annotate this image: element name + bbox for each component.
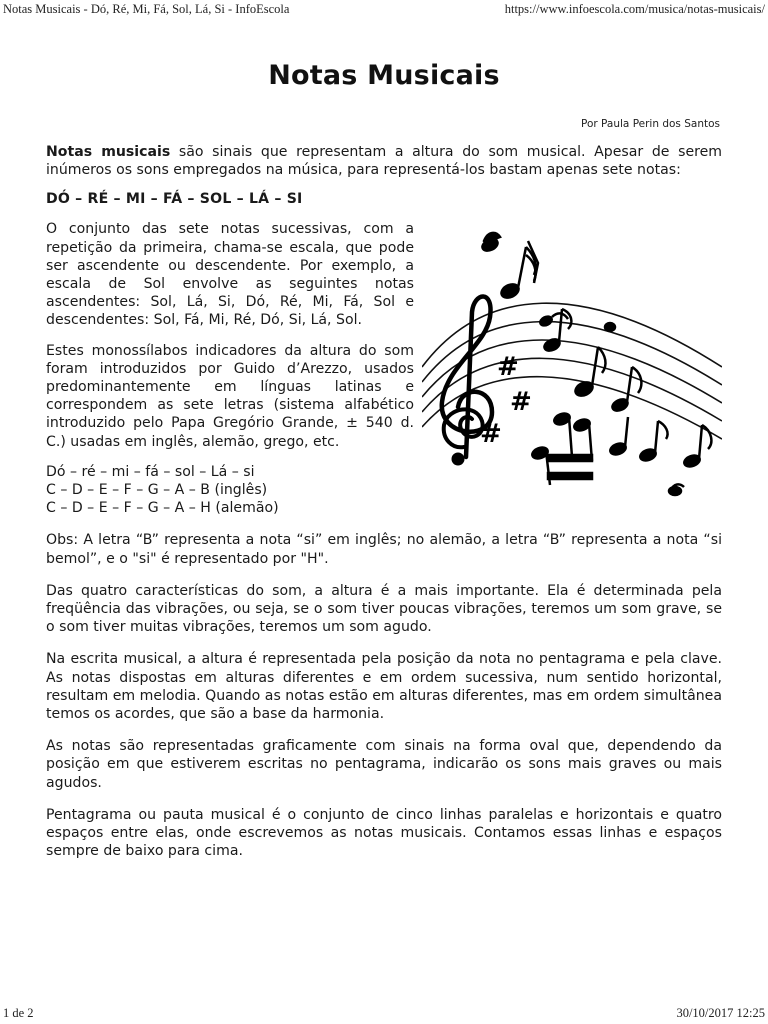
notes-line: DÓ – RÉ – MI – FÁ – SOL – LÁ – SI: [46, 191, 303, 208]
page-number: 1 de 2: [3, 1006, 34, 1020]
byline: Por Paula Perin dos Santos: [581, 118, 720, 130]
syllables-latin: Dó – ré – mi – fá – sol – Lá – si: [46, 463, 255, 480]
oval-paragraph: As notas são representadas graficamente com sinais na forma oval que, dependendo da posição em que estiverem escritas no pentagrama, indicarão os sons mais graves ou mais agudos.: [46, 738, 722, 791]
article: [46, 56, 722, 861]
intro-text: são sinais que representam a altura do som musical. Apesar de serem inúmeros os sons empregados na música, para representá-los bastam apenas sete notas:: [46, 144, 723, 179]
staff-paragraph: Pentagrama ou pauta musical é o conjunto de cinco linhas paralelas e horizontais e quatro espaços entre elas, onde escrevemos as notas musicais. Contamos essas linhas e espaços sempre de baixo para cima.: [46, 806, 722, 860]
print-header-title: Notas Musicais - Dó, Ré, Mi, Fá, Sol, Lá, Si - InfoEscola: [3, 2, 290, 16]
svg-text:#: #: [497, 352, 519, 383]
writing-paragraph: Na escrita musical, a altura é representada pela posição da nota no pentagrama e pela clave. As notas dispostas em alturas diferentes e em ordem sucessiva, num sentido horizontal, resultam em melodia. Quando as notas estão em alturas diferentes, mas em ordem simultânea temos os acordes, que são a base da harmonia.: [46, 651, 722, 723]
print-header-url: https://www.infoescola.com/musica/notas-musicais/: [504, 2, 765, 16]
pitch-paragraph: Das quatro características do som, a altura é a mais importante. Ela é determinada pela freqüência das vibrações, ou seja, se o som tiver poucas vibrações, teremos um som grave, se o som tiver muitas vibrações, teremos um som agudo.: [46, 582, 722, 636]
music-notes-illustration: [422, 217, 722, 502]
intro-paragraph: [46, 143, 722, 179]
print-header: [0, 0, 768, 18]
print-footer: [0, 1006, 768, 1024]
svg-text:#: #: [510, 387, 532, 418]
origin-paragraph: Estes monossílabos indicadores da altura do som foram introduzidos por Guido d’Arezzo, usados predominantemente em línguas latinas e correspondem as sete letras (sistema alfabético introduzido pelo Papa Gregório Grande, ± 540 d. C.) usadas em inglês, alemão, grego, etc.: [46, 342, 414, 450]
page-title: Notas Musicais: [268, 60, 500, 91]
scale-section: [46, 220, 722, 450]
syllables-english: C – D – E – F – G – A – B (inglês): [46, 482, 268, 499]
intro-term: Notas musicais: [46, 144, 171, 160]
svg-text:#: #: [480, 419, 502, 450]
obs-paragraph: Obs: A letra “B” representa a nota “si” em inglês; no alemão, a letra “B” representa a nota “si bemol”, e o "si" é representado por "H".: [46, 532, 722, 567]
print-datetime: 30/10/2017 12:25: [676, 1006, 765, 1020]
syllables-german: C – D – E – F – G – A – H (alemão): [46, 500, 279, 517]
scale-paragraph: O conjunto das sete notas sucessivas, com a repetição da primeira, chama-se escala, que pode ser ascendente ou descendente. Por exemplo, a escala de Sol envolve as seguintes notas ascendentes: Sol, Lá, Si, Dó, Ré, Mi, Fá, Sol e descendentes: Sol, Fá, Mi, Ré, Dó, Si, Lá, Sol.: [46, 221, 414, 329]
